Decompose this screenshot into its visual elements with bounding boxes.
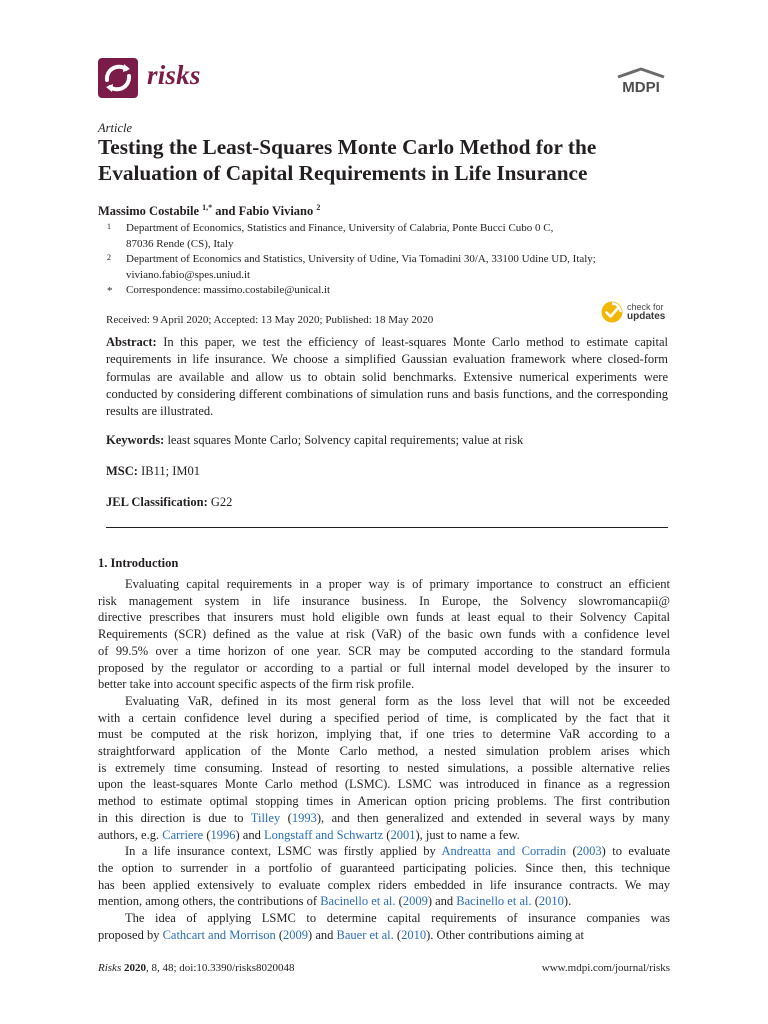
body-line: method to estimate optimal stopping times in American option pricing problems. The first contribution: [98, 794, 670, 809]
body-line: straightforward application of the Monte Carlo method, a nested simulation problem arises which: [98, 744, 670, 759]
section-heading: 1. Introduction: [98, 556, 179, 570]
affiliation-marker: *: [107, 285, 113, 297]
line-text: (: [566, 844, 577, 859]
check-updates-icon: [601, 301, 623, 323]
journal-logo[interactable]: [98, 58, 338, 102]
section-divider: [106, 527, 668, 528]
msc-label: MSC:: [106, 464, 138, 478]
body-line: with a certain confidence level during a specified period of time, is complicated by the fact that it: [98, 710, 670, 725]
affiliation-item: [98, 221, 678, 252]
citation-link[interactable]: 2001: [390, 827, 416, 842]
footer-citation: [98, 962, 295, 974]
abstract-label: Abstract:: [106, 335, 157, 349]
line-text: ), and then generalized and extended in several ways by many: [316, 810, 671, 825]
line-text: ) and: [308, 927, 337, 942]
line-text: proposed by: [98, 927, 163, 942]
author-list: [98, 203, 320, 219]
citation-link[interactable]: Bacinello et al.: [456, 894, 532, 909]
line-text: ). Other contributions aiming at: [426, 927, 585, 942]
affiliation-line: Department of Economics, Statistics and Finance, University of Calabria, Ponte Bucci Cubo 0 C,: [126, 222, 554, 234]
jel-label: JEL Classification:: [106, 495, 208, 509]
affiliation-line: 87036 Rende (CS), Italy: [126, 237, 234, 250]
msc-codes: [106, 464, 668, 479]
paper-title: [98, 134, 698, 186]
line-text: (: [280, 810, 292, 825]
title-line: Evaluation of Capital Requirements in Life Insurance: [98, 161, 588, 185]
citation-link[interactable]: 2010: [538, 894, 564, 909]
author-name[interactable]: Fabio Viviano: [238, 204, 314, 218]
citation-link[interactable]: 2009: [283, 927, 309, 942]
line-text: ) and: [235, 827, 264, 842]
line-text: ) to evaluate: [601, 844, 671, 859]
line-text: ) and: [427, 894, 457, 909]
jel-text: G22: [210, 495, 233, 509]
line-text: (: [383, 827, 391, 842]
msc-text: IB11; IM01: [141, 464, 200, 478]
journal-name: risks: [147, 60, 201, 90]
body-line: [98, 893, 670, 910]
footer-url[interactable]: www.mdpi.com/journal/risks: [541, 962, 670, 974]
body-line: risk management system in life insurance business. In Europe, the Solvency slowromancapii@: [98, 593, 670, 608]
affiliation-item: [98, 283, 678, 299]
author-superscript: 2: [316, 203, 321, 212]
citation-link[interactable]: 2003: [576, 844, 602, 859]
footer-doi[interactable]: , 8, 48; doi:10.3390/risks8020048: [145, 962, 295, 974]
line-text: authors, e.g.: [98, 827, 163, 842]
line-text: (: [203, 827, 211, 842]
citation-link[interactable]: 1996: [210, 827, 236, 842]
body-line: [98, 827, 670, 844]
jel-classification: [106, 495, 668, 510]
abstract-text: In this paper, we test the efficiency of least-squares Monte Carlo method to estimate capital requirements in life insurance. We choose a simplified Gaussian evaluation framework where closed-form formulas are available and allow us to obtain solid benchmarks. Extensive numerical experiments were conducted by considering different combinations of simulation runs and basis functions, and the corresponding results are illustrated.: [106, 335, 668, 419]
footer-journal: Risks: [98, 962, 122, 974]
line-text: (: [395, 894, 403, 909]
body-line: has been applied extensively to evaluate complex riders embedded in life insurance contracts. We may: [98, 877, 670, 892]
citation-link[interactable]: Longstaff and Schwartz: [263, 827, 384, 842]
article-type: Article: [98, 121, 133, 135]
affiliation-item: [98, 252, 678, 283]
body-line: better take into account specific aspects of the firm risk profile.: [98, 677, 415, 692]
affiliation-email[interactable]: viviano.fabio@spes.uniud.it: [126, 268, 251, 281]
keywords-label: Keywords:: [106, 433, 165, 447]
body-line: [98, 843, 670, 860]
abstract: [106, 334, 668, 420]
body-line: Requirements (SCR) defined as the value at risk (VaR) of the basic own funds with a confidence level: [98, 627, 670, 642]
body-line: The idea of applying LSMC to determine capital requirements of insurance companies was: [125, 911, 670, 926]
affiliation-line: Department of Economics and Statistics, University of Udine, Via Tomadini 30/A, 33100 Udine UD, Italy;: [126, 253, 596, 265]
citation-link[interactable]: Bacinello et al.: [320, 894, 396, 909]
check-for-updates-button[interactable]: [601, 299, 681, 327]
check-updates-line2: updates: [627, 311, 666, 322]
body-line: [98, 810, 670, 827]
citation-link[interactable]: Andreatta and Corradin: [441, 844, 567, 859]
body-line: must be computed at the risk horizon, implying that, if one tries to determine VaR according to a: [98, 727, 670, 742]
keywords-text: least squares Monte Carlo; Solvency capital requirements; value at risk: [167, 433, 524, 447]
check-updates-line1: check for: [627, 302, 664, 312]
footer-year: 2020: [123, 962, 146, 974]
citation-link[interactable]: 1993: [291, 810, 317, 825]
mdpi-logo-icon[interactable]: [612, 67, 670, 95]
citation-link[interactable]: Carriere: [162, 827, 204, 842]
title-line: Testing the Least-Squares Monte Carlo Method for the: [98, 135, 597, 159]
citation-link[interactable]: 2009: [402, 894, 428, 909]
author-name[interactable]: Massimo Costabile: [98, 204, 200, 218]
body-line: the option to surrender in a portfolio of guaranteed participating policies. Since then, this technique: [98, 860, 670, 875]
line-text: (: [393, 927, 402, 942]
citation-link[interactable]: Tilley: [250, 810, 281, 825]
line-text: (: [275, 927, 284, 942]
line-text: mention, among others, the contributions of: [98, 894, 321, 909]
keywords: [106, 433, 668, 448]
body-line: upon the least-squares Monte Carlo method (LSMC). LSMC was introduced in finance as a regression: [98, 777, 670, 792]
line-text: ).: [563, 894, 572, 909]
body-line: Evaluating VaR, defined in its most general form as the loss level that will not be exceeded: [125, 693, 670, 708]
affiliation-marker: 1: [107, 222, 111, 231]
citation-link[interactable]: Cathcart and Morrison: [162, 927, 276, 942]
affiliations: [98, 221, 678, 299]
body-line: proposed by the regulator or according to a partial or full internal model developed by the insurer to: [98, 660, 670, 675]
publisher-name: MDPI: [622, 79, 660, 95]
citation-link[interactable]: Bauer et al.: [336, 927, 394, 942]
risks-emblem-icon: [98, 58, 138, 98]
body-line: is extremely time consuming. Instead of resorting to nested simulations, a possible alternative relies: [98, 760, 670, 775]
body-line: Evaluating capital requirements in a proper way is of primary importance to construct an efficient: [125, 577, 670, 591]
body-line: [98, 927, 670, 944]
line-text: In a life insurance context, LSMC was firstly applied by: [125, 844, 442, 859]
citation-link[interactable]: 2010: [401, 927, 427, 942]
author-conjunction: and: [215, 204, 236, 218]
author-superscript: 1,*: [202, 203, 213, 212]
affiliation-marker: 2: [107, 253, 111, 262]
correspondence-line[interactable]: Correspondence: massimo.costabile@unical.it: [126, 284, 331, 296]
line-text: ), just to name a few.: [415, 827, 520, 842]
line-text: in this direction is due to: [98, 810, 251, 825]
body-line: directive prescribes that insurers must hold eligible own funds at least equal to their Solvency Capital: [98, 610, 670, 625]
body-text: [98, 576, 670, 943]
body-line: of 99.5% over a time horizon of one year. SCR may be computed according to the standard formula: [98, 643, 670, 658]
publication-dates: Received: 9 April 2020; Accepted: 13 May 2020; Published: 18 May 2020: [106, 314, 434, 326]
line-text: (: [531, 894, 539, 909]
